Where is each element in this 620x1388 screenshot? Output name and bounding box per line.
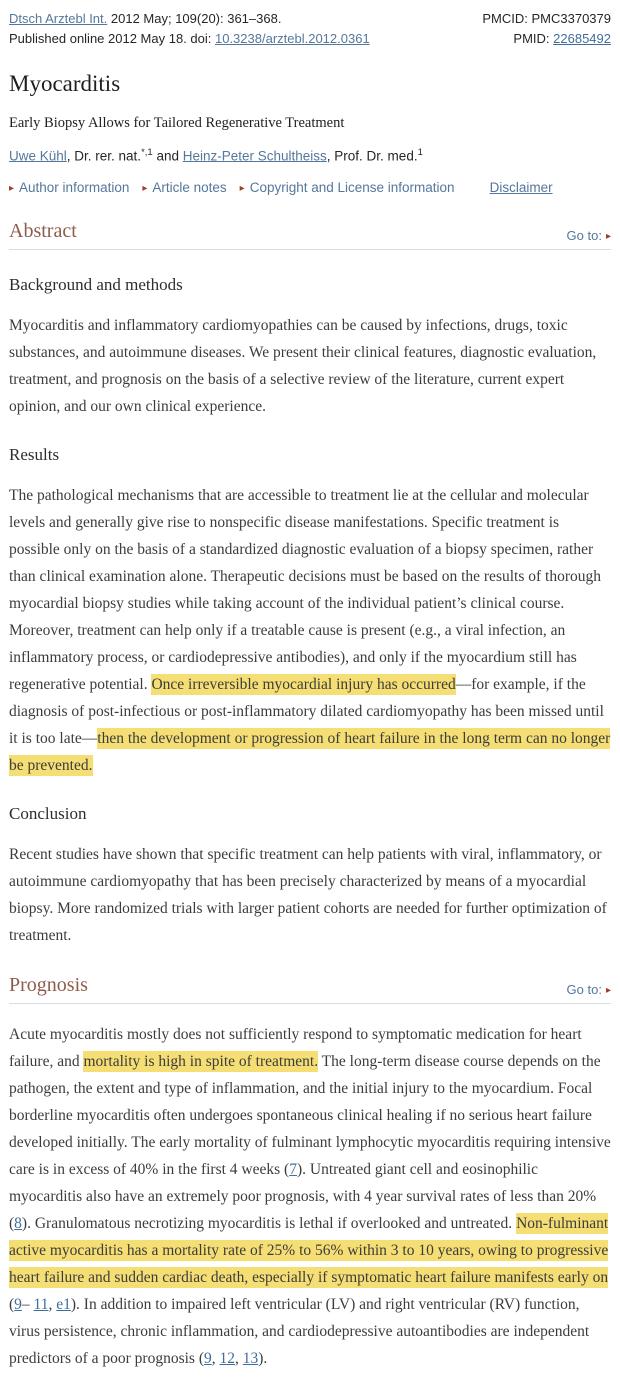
author-superscript: 1	[417, 146, 423, 158]
author-information-link[interactable]: Author information	[19, 180, 130, 196]
prognosis-heading: Prognosis	[9, 974, 88, 997]
citation-right	[482, 9, 611, 49]
doi-link[interactable]: 10.3238/arztebl.2012.0361	[214, 31, 370, 46]
pmid-link[interactable]: 22685492	[553, 31, 611, 46]
journal-link[interactable]: Dtsch Arztebl Int.	[9, 11, 108, 26]
body-text: The pathological mechanisms that are accessible to treatment lie at the cellular and molecular levels and generally give rise to nonspecific disease manifestations. Specific treatment is possible only on the basis of a standardized diagnostic evaluation of a biopsy specimen, rather than clinical examination alone. Therapeutic decisions must be based on the results of thorough myocardial biopsy studies while taking account of the individual patient’s clinical course. Moreover, treatment can help only if a treatable cause is present (e.g., a viral infection, an inflammatory process, or cardiodepressive antibodies), and only if the myocardium still has regenerative potential.	[9, 487, 601, 694]
body-text: —for example, if the diagnosis of post-infectious or post-inflammatory dilated cardiomyopathy has been missed until it is too late—	[9, 676, 604, 748]
bullet-arrow-icon: ▸	[142, 183, 148, 195]
results-heading: Results	[9, 445, 60, 465]
published-text: Published online 2012 May 18. doi:	[9, 31, 215, 46]
goto-link[interactable]: Go to: ▸	[566, 228, 611, 244]
conclusion-paragraph: Recent studies have shown that specific treatment can help patients with viral, inflammatory, or autoimmune cardiomyopathy that has been precisely characterized by means of a myocardial biopsy. More randomized trials with larger patient cohorts are needed for further optimization of treatment.	[9, 846, 607, 945]
bullet-arrow-icon: ▸	[9, 183, 15, 195]
highlighted-text: then the development or progression of heart failure in the long term can no longer be prevented.	[9, 730, 611, 775]
author-superscript: *,1	[141, 146, 153, 158]
pmcid-line: PMCID: PMC3370379	[482, 11, 611, 26]
body-text: ,	[235, 1350, 243, 1368]
body-text: The long-term disease course depends on the pathogen, the extent and type of inflammation, and the initial injury to the myocardium. Focal borderline myocarditis often undergoes spontaneous clinical healing if no serious heart failure developed initially. The early mortality of fulminant lymphocytic myocarditis requiring intensive care is in excess of 40% in the first 4 weeks (	[9, 1053, 611, 1179]
body-text: ). Untreated giant cell and eosinophilic myocarditis also have an extremely poor prognosis, with 4 year survival rates of less than 20% (	[9, 1161, 597, 1233]
prognosis-section-header	[9, 974, 611, 1004]
reference-link[interactable]: 9	[14, 1296, 22, 1314]
author-degree: , Dr. rer. nat.	[66, 148, 142, 164]
abstract-section-header	[9, 220, 611, 250]
prognosis-paragraph	[9, 1021, 611, 1372]
pmid-label: PMID:	[513, 31, 554, 46]
article-meta-links	[9, 180, 611, 195]
reference-link[interactable]: e1	[56, 1296, 71, 1314]
goto-link[interactable]: Go to: ▸	[566, 982, 611, 998]
body-text: ,	[48, 1296, 57, 1314]
goto-arrow-icon: ▸	[605, 231, 611, 243]
citation-header	[9, 9, 611, 49]
reference-link[interactable]: 8	[14, 1215, 22, 1233]
reference-link[interactable]: 13	[242, 1350, 259, 1368]
reference-link[interactable]: 9	[204, 1350, 212, 1368]
article-notes-link[interactable]: Article notes	[152, 180, 227, 196]
conclusion-heading: Conclusion	[9, 804, 87, 824]
journal-citation-line	[9, 9, 370, 29]
background-methods-heading: Background and methods	[9, 275, 183, 295]
page-title: Myocarditis	[9, 71, 121, 96]
citation-text: 2012 May; 109(20): 361–368.	[107, 11, 282, 26]
highlighted-text: Non-fulminant active myocarditis has a mortality rate of 25% to 56% within 3 to 10 years, owing to progressive heart failure and sudden cardiac death, especially if symptomatic heart failure manifests early on	[9, 1215, 609, 1287]
results-paragraph	[9, 482, 611, 779]
goto-arrow-icon: ▸	[605, 985, 611, 997]
body-text: (	[9, 1296, 15, 1314]
reference-link[interactable]: 7	[289, 1161, 297, 1179]
highlighted-text: mortality is high in spite of treatment.	[83, 1053, 319, 1071]
author-link[interactable]: Heinz-Peter Schultheiss	[182, 148, 327, 164]
body-text: ).	[258, 1350, 268, 1368]
body-text: ). In addition to impaired left ventricular (LV) and right ventricular (RV) function, virus persistence, chronic inflammation, and cardiodepressive autoantibodies are independent predictors of a poor prognosis (	[9, 1296, 590, 1368]
body-text: Acute myocarditis mostly does not sufficiently respond to symptomatic medication for heart failure, and	[9, 1026, 582, 1071]
disclaimer-link[interactable]: Disclaimer	[489, 180, 553, 196]
body-text: –	[21, 1296, 34, 1314]
published-line	[9, 29, 370, 49]
bullet-arrow-icon: ▸	[239, 183, 245, 195]
author-degree: , Prof. Dr. med.	[326, 148, 418, 164]
author-link[interactable]: Uwe Kühl	[9, 148, 67, 164]
highlighted-text: Once irreversible myocardial injury has occurred	[151, 676, 456, 694]
article-subtitle: Early Biopsy Allows for Tailored Regenerative Treatment	[9, 114, 345, 131]
copyright-license-link[interactable]: Copyright and License information	[249, 180, 455, 196]
reference-link[interactable]: 12	[219, 1350, 235, 1368]
citation-left	[9, 9, 370, 49]
body-text: ). Granulomatous necrotizing myocarditis is lethal if overlooked and untreated.	[21, 1215, 517, 1233]
background-paragraph: Myocarditis and inflammatory cardiomyopathies can be caused by infections, drugs, toxic substances, and autoimmune diseases. We present their clinical features, diagnostic evaluation, treatment, and prognosis on the basis of a selective review of the literature, current expert opinion, and our own clinical experience.	[9, 317, 597, 416]
author-joiner: and	[152, 148, 183, 164]
author-line	[9, 147, 611, 164]
pmid-line	[482, 29, 611, 49]
abstract-heading: Abstract	[9, 220, 77, 243]
body-text: ,	[211, 1350, 220, 1368]
reference-link[interactable]: 11	[33, 1296, 49, 1314]
